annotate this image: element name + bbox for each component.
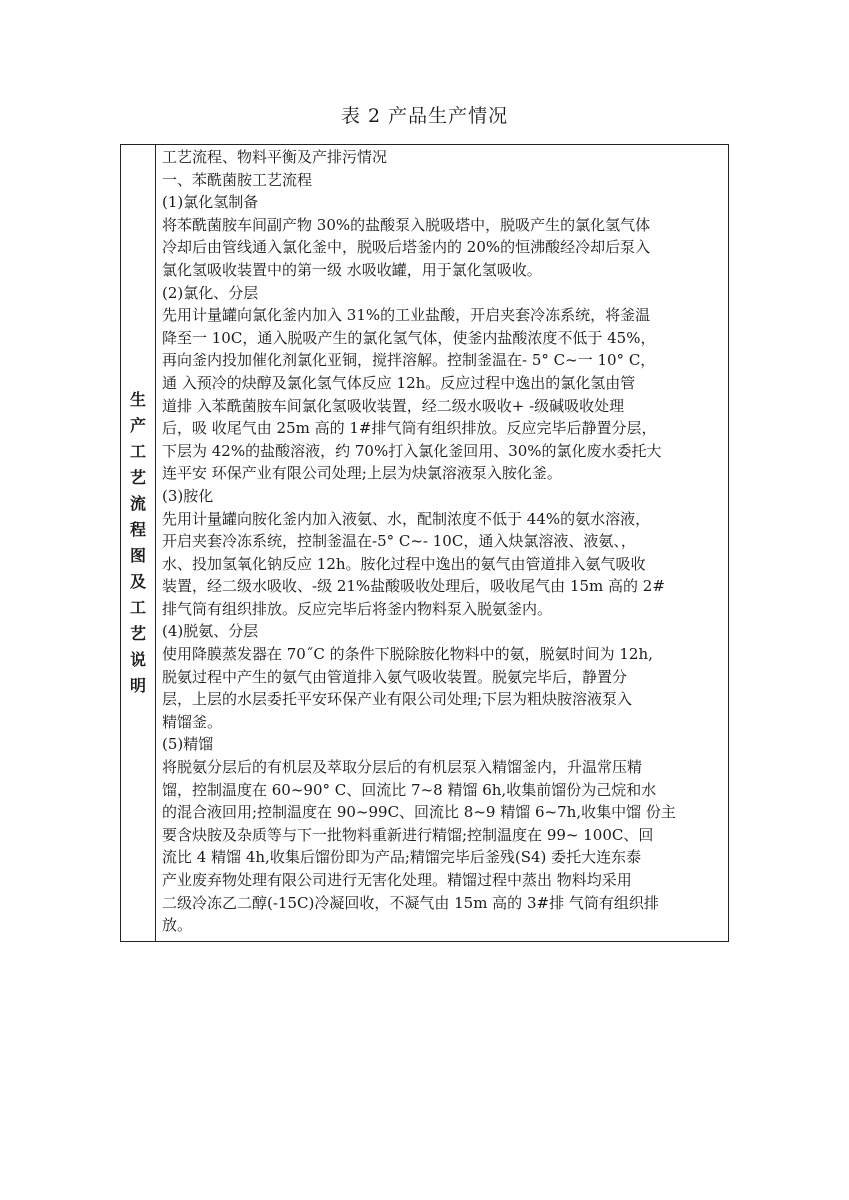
text-line: (3)胺化 — [162, 486, 214, 505]
process-description-cell — [156, 145, 729, 942]
side-header-label: 生产工艺流程图及工艺说明 — [130, 389, 147, 695]
text-line: 后，吸 收尾气由 25m 高的 1#排气筒有组织排放。反应完毕后静置分层， — [162, 419, 657, 438]
production-table — [120, 144, 729, 942]
text-line: (1)氯化氢制备 — [162, 193, 259, 212]
text-line: 的混合液回用;控制温度在 90~99C、回流比 8~9 精馏 6~7h,收集中馏 份主 — [162, 803, 676, 822]
text-line: 通 入预冷的炔醇及氯化氢气体反应 12h。反应过程中逸出的氯化氢由管 — [162, 373, 636, 392]
text-line: 连平安 环保产业有限公司处理;上层为炔氯溶液泵入胺化釜。 — [162, 464, 562, 483]
text-line: 排气筒有组织排放。反应完毕后将釜内物料泵入脱氨釜内。 — [162, 599, 553, 618]
side-header-cell — [121, 145, 156, 942]
text-line: 精馏釜。 — [162, 712, 223, 731]
text-line: 装置，经二级水吸收、-级 21%盐酸吸收处理后，吸收尾气由 15m 高的 2# — [162, 577, 665, 596]
text-line: 将脱氨分层后的有机层及萃取分层后的有机层泵入精馏釜内，升温常压精 — [162, 758, 643, 777]
text-line: 先用计量罐向氯化釜内加入 31%的工业盐酸，开启夹套冷冻系统，将釜温 — [162, 306, 651, 325]
text-line: 馏，控制温度在 60~90° C、回流比 7~8 精馏 6h,收集前馏份为己烷和水 — [162, 780, 657, 799]
text-line: (4)脱氨、分层 — [162, 622, 259, 641]
text-line: 二级冷冻乙二醇(-15C)冷凝回收，不凝气由 15m 高的 3#排 气筒有组织排 — [162, 893, 659, 912]
text-line: 先用计量罐向胺化釜内加入液氨、水，配制浓度不低于 44%的氨水溶液， — [162, 509, 651, 528]
text-line: 层，上层的水层委托平安环保产业有限公司处理;下层为粗炔胺溶液泵入 — [162, 690, 633, 709]
text-line: (2)氯化、分层 — [162, 283, 259, 302]
text-line: 将苯酰菌胺车间副产物 30%的盐酸泵入脱吸塔中，脱吸产生的氯化氢气体 — [162, 215, 651, 234]
text-line: 道排 入苯酰菌胺车间氯化氢吸收装置，经二级水吸收+ -级碱吸收处理 — [162, 396, 625, 415]
text-line: 产业废弃物处理有限公司进行无害化处理。精馏过程中蒸出 物料均采用 — [162, 871, 632, 889]
text-line: 要含炔胺及杂质等与下一批物料重新进行精馏;控制温度在 99~ 100C、回 — [162, 825, 654, 844]
text-line: 下层为 42%的盐酸溶液，约 70%打入氯化釜回用、30%的氯化废水委托大 — [162, 441, 662, 460]
text-line: 脱氨过程中产生的氨气由管道排入氨气吸收装置。脱氨完毕后，静置分 — [162, 667, 628, 686]
text-line: 氯化氢吸收装置中的第一级 水吸收罐，用于氯化氢吸收。 — [162, 260, 542, 279]
text-line: 放。 — [162, 916, 193, 935]
text-line: 降至一 10C，通入脱吸产生的氯化氢气体，使釜内盐酸浓度不低于 45%， — [162, 328, 656, 347]
text-line: (5)精馏 — [162, 735, 214, 754]
text-line: 工艺流程、物料平衡及产排污情况 — [162, 148, 388, 166]
text-line: 冷却后由管线通入氯化釜中，脱吸后塔釜内的 20%的恒沸酸经冷却后泵入 — [162, 238, 651, 257]
text-line: 一、苯酰菌胺工艺流程 — [162, 170, 313, 189]
text-line: 流比 4 精馏 4h,收集后馏份即为产品;精馏完毕后釜残(S4) 委托大连东泰 — [162, 848, 642, 867]
page-title: 表 2 产品生产情况 — [340, 105, 509, 127]
text-line: 开启夹套冷冻系统，控制釜温在-5° C~- 10C，通入炔氯溶液、液氨、， — [162, 532, 636, 551]
text-line: 再向釜内投加催化剂氯化亚铜，搅拌溶解。控制釜温在- 5° C~一 10° C， — [162, 351, 656, 370]
text-line: 使用降膜蒸发器在 70˝C 的条件下脱除胺化物料中的氨，脱氨时间为 12h, — [162, 645, 653, 664]
table-row — [121, 145, 729, 942]
text-line: 水、投加氢氧化钠反应 12h。胺化过程中逸出的氨气由管道排入氨气吸收 — [162, 554, 646, 573]
